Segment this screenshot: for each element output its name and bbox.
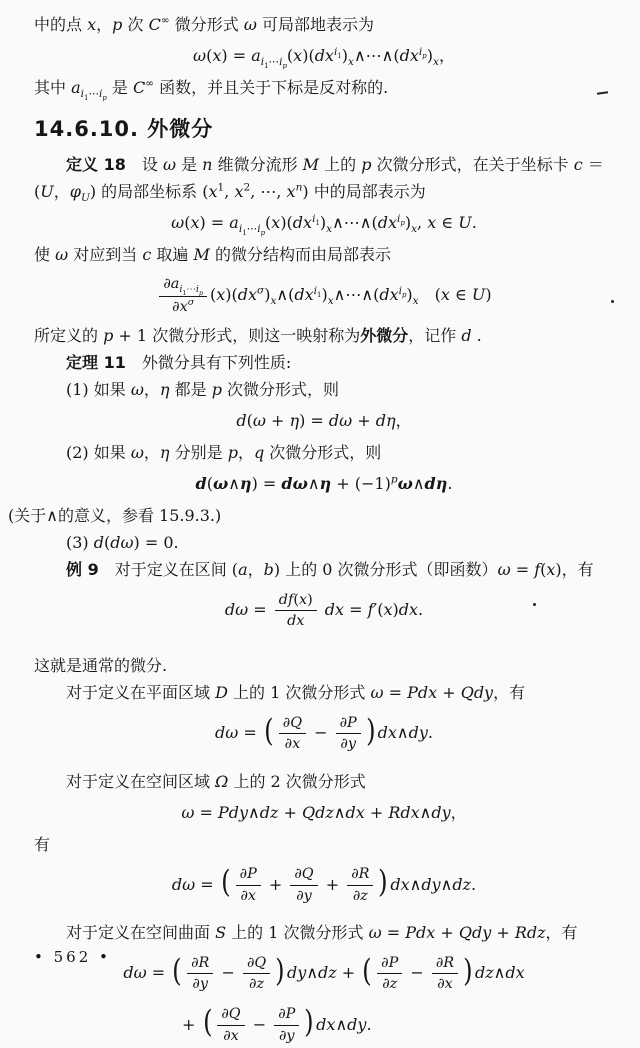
big-paren: ) bbox=[366, 709, 375, 755]
big-paren: ( bbox=[203, 1000, 212, 1046]
fraction: $\frac{\partial Q}{\partial z}$ bbox=[243, 955, 270, 992]
fraction: $\frac{\partial P}{\partial x}$ bbox=[236, 866, 261, 903]
fraction: $\frac{\partial P}{\partial y}$ bbox=[336, 715, 361, 752]
property-1: (1) 如果 ω，η 都是 p 次微分形式，则 bbox=[34, 377, 614, 402]
example-9: 例 9 对于定义在区间 (a，b) 上的 0 次微分形式（即函数）ω = f(x)，有 bbox=[34, 557, 614, 582]
big-paren: ( bbox=[264, 709, 273, 755]
page-content bbox=[34, 12, 614, 1048]
big-paren: ) bbox=[379, 860, 388, 906]
formula-local-representation-2: $\omega(x) = a_{i_1\cdots i_p}(x)(dx^{i_1})_x\wedge\cdots\wedge(dx^{i_p})_x$, x ∈ U. bbox=[34, 208, 614, 238]
big-paren: ) bbox=[304, 1000, 313, 1046]
surface-1-form-line: 对于定义在空间曲面 S 上的 1 次微分形式 ω = Pdx + Qdy + Rdz，有 bbox=[34, 920, 614, 945]
section-heading: 14.6.10. 外微分 bbox=[34, 116, 614, 142]
fraction: $\frac{\partial a_{i_1\cdots i_p}}{\partial x^\sigma}$ bbox=[159, 276, 207, 315]
definition-18-line-2: (U，$\varphi_U$) 的局部坐标系 ($x^1$, $x^2$, ⋯, $x^n$) 中的局部表示为 bbox=[34, 179, 614, 204]
ordinary-differential-note: 这就是通常的微分. bbox=[34, 653, 614, 678]
fraction: $\frac{\partial Q}{\partial x}$ bbox=[217, 1006, 244, 1043]
plane-1-form-line: 对于定义在平面区域 D 上的 1 次微分形式 ω = Pdx + Qdy，有 bbox=[34, 680, 614, 705]
fraction: $\frac{\partial Q}{\partial y}$ bbox=[290, 866, 317, 903]
formula-divergence: dω = ( $\frac{\partial P}{\partial x}$ + $\frac{\partial Q}{\partial y}$ + $\frac{\partial R}{\partial z}$ ) dx∧dy∧dz. bbox=[34, 862, 614, 909]
space-2-form-line: 对于定义在空间区域 Ω 上的 2 次微分形式 bbox=[34, 769, 614, 794]
formula-curl-3d-part-1: dω = ( $\frac{\partial R}{\partial y}$ − $\frac{\partial Q}{\partial z}$ ) dy∧dz + ( $\frac{\partial P}{\partial z}$ − $\frac{\partial R}{\partial x}$ ) dz∧dx bbox=[34, 950, 614, 997]
correspondence-line: 使 ω 对应到当 c 取遍 M 的微分结构而由局部表示 bbox=[34, 242, 614, 267]
formula-ordinary-differential: dω = $\frac{df(x)}{dx}$ dx = f′(x)dx. bbox=[34, 587, 614, 633]
antisymmetric-note: 其中 $a_{i_1\cdots i_p}$ 是 C∞ 函数，并且关于下标是反对称的. bbox=[34, 75, 614, 100]
scan-artifact bbox=[611, 300, 614, 303]
big-paren: ) bbox=[463, 949, 472, 995]
wedge-reference: (关于∧的意义，参看 15.9.3.) bbox=[8, 503, 614, 528]
exterior-derivative-named: 所定义的 p + 1 次微分形式，则这一映射称为外微分，记作 d . bbox=[34, 323, 614, 348]
big-paren: ( bbox=[172, 949, 181, 995]
formula-2-form: ω = Pdy∧dz + Qdz∧dx + Rdx∧dy， bbox=[34, 798, 614, 828]
page-number: • 562 • bbox=[34, 948, 111, 966]
fraction: $\frac{\partial R}{\partial z}$ bbox=[347, 866, 373, 903]
formula-local-representation: $\omega(x) = a_{i_1\cdots i_p}(x)(dx^{i_1})_x\wedge\cdots\wedge(dx^{i_p})_x$， bbox=[34, 41, 614, 71]
intro-line: 中的点 x，p 次 C∞ 微分形式 ω 可局部地表示为 bbox=[34, 12, 614, 37]
big-paren: ( bbox=[362, 949, 371, 995]
fraction: $\frac{\partial P}{\partial y}$ bbox=[274, 1006, 299, 1043]
formula-additivity: d(ω + η) = dω + dη， bbox=[34, 406, 614, 436]
fraction: $\frac{\partial R}{\partial x}$ bbox=[432, 955, 458, 992]
theorem-11: 定理 11 外微分具有下列性质: bbox=[34, 350, 614, 375]
have-line: 有 bbox=[34, 832, 614, 857]
property-2: (2) 如果 ω，η 分别是 p，q 次微分形式，则 bbox=[34, 440, 614, 465]
property-3: (3) d(dω) = 0. bbox=[34, 530, 614, 555]
formula-leibniz: d(ω∧η) = dω∧η + $(-1)^p\omega\wedge d\eta$. bbox=[34, 469, 614, 499]
fraction: $\frac{\partial P}{\partial z}$ bbox=[377, 955, 402, 992]
formula-curl-2d: dω = ( $\frac{\partial Q}{\partial x}$ − $\frac{\partial P}{\partial y}$ ) dx∧dy. bbox=[34, 710, 614, 757]
formula-exterior-derivative-local: $\frac{\partial a_{i_1\cdots i_p}}{\partial x^\sigma}$ $(x)(dx^\sigma)_x\wedge(dx^{i_1})_x\wedge\cdots\wedge(dx^{i_p})_x$ (x ∈ U) bbox=[34, 272, 614, 318]
formula-curl-3d-part-2: + ( $\frac{\partial Q}{\partial x}$ − $\frac{\partial P}{\partial y}$ ) dx∧dy. bbox=[34, 1002, 614, 1048]
big-paren: ) bbox=[275, 949, 284, 995]
fraction: $\frac{\partial R}{\partial y}$ bbox=[187, 955, 213, 992]
scan-artifact bbox=[533, 603, 536, 606]
big-paren: ( bbox=[221, 860, 230, 906]
fraction: $\frac{\partial Q}{\partial x}$ bbox=[279, 715, 306, 752]
fraction: $\frac{df(x)}{dx}$ bbox=[275, 592, 317, 629]
definition-18-line-1: 定义 18 设 ω 是 n 维微分流形 M 上的 p 次微分形式，在关于坐标卡 c ＝ bbox=[34, 152, 614, 177]
